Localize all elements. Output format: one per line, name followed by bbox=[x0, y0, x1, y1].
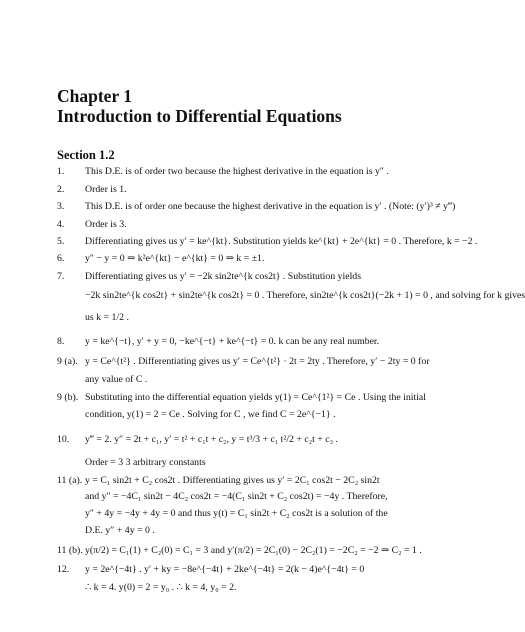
item-line: Order = 3 3 arbitrary constants bbox=[85, 457, 206, 468]
item-line: y = ke^{−t}, y′ + y = 0, −ke^{−t} + ke^{−t} = 0. k can be any real number. bbox=[85, 336, 380, 347]
item-number: 11 (b). bbox=[57, 545, 83, 556]
item-number: 3. bbox=[57, 201, 65, 212]
item-line: Differentiating gives us y′ = ke^{kt}. Substitution yields ke^{kt} + 2e^{kt} = 0 . Therefore, k = −2 . bbox=[85, 236, 478, 247]
item-line: y″ − y = 0 ⇒ k²e^{kt} − e^{kt} = 0 ⇒ k = ±1. bbox=[85, 253, 265, 264]
item-number: 10. bbox=[57, 434, 70, 445]
item-number: 11 (a). bbox=[57, 475, 83, 486]
item-line: ∴ k = 4. y(0) = 2 = y₀ . ∴ k = 4, y₀ = 2. bbox=[85, 582, 237, 593]
item-number: 9 (b). bbox=[57, 392, 79, 403]
item-line: D.E. y″ + 4y = 0 . bbox=[85, 525, 155, 536]
item-number: 6. bbox=[57, 253, 65, 264]
item-line: y″ + 4y = −4y + 4y = 0 and thus y(t) = C₁ sin2t + C₂ cos2t is a solution of the bbox=[85, 508, 388, 519]
chapter-title: Introduction to Differential Equations bbox=[57, 106, 342, 126]
item-number: 12. bbox=[57, 564, 70, 575]
section-heading: Section 1.2 bbox=[57, 148, 115, 162]
item-number: 1. bbox=[57, 166, 65, 177]
item-line: us k = 1/2 . bbox=[85, 312, 129, 323]
item-line: y‴ = 2. y″ = 2t + c₁, y′ = t² + c₁t + c₂, y = t³/3 + c₁ t²/2 + c₂t + c₃ . bbox=[85, 434, 338, 445]
item-line: condition, y(1) = 2 = Ce . Solving for C , we find C = 2e^{−1} . bbox=[85, 409, 336, 420]
item-line: −2k sin2te^{k cos2t} + sin2te^{k cos2t} = 0 . Therefore, sin2te^{k cos2t}(−2k + 1) = 0 , and solving for k gives bbox=[85, 290, 525, 301]
chapter-label: Chapter 1 bbox=[57, 86, 133, 106]
item-line: and y″ = −4C₁ sin2t − 4C₂ cos2t = −4(C₁ sin2t + C₂ cos2t) = −4y . Therefore, bbox=[85, 491, 388, 502]
item-line: Order is 1. bbox=[85, 184, 127, 195]
item-line: Differentiating gives us y′ = −2k sin2te^{k cos2t} . Substitution yields bbox=[85, 271, 362, 282]
item-number: 4. bbox=[57, 219, 65, 230]
item-line: y = 2e^{−4t} . y′ + ky = −8e^{−4t} + 2ke^{−4t} = 2(k − 4)e^{−4t} = 0 bbox=[85, 564, 365, 575]
item-number: 2. bbox=[57, 184, 65, 195]
item-line: y = C₁ sin2t + C₂ cos2t . Differentiating gives us y′ = 2C₁ cos2t − 2C₂ sin2t bbox=[85, 475, 380, 486]
item-line: y = Ce^{t²} . Differentiating gives us y′ = Ce^{t²} · 2t = 2ty . Therefore, y′ − 2ty = 0 for bbox=[85, 356, 430, 367]
item-number: 7. bbox=[57, 271, 65, 282]
item-line: y(π/2) = C₁(1) + C₂(0) = C₁ = 3 and y′(π/2) = 2C₁(0) − 2C₂(1) = −2C₂ = −2 ⇒ C₂ = 1 . bbox=[85, 545, 422, 556]
item-line: Order is 3. bbox=[85, 219, 127, 230]
item-number: 8. bbox=[57, 336, 65, 347]
item-line: Substituting into the differential equation yields y(1) = Ce^{1²} = Ce . Using the initial bbox=[85, 392, 426, 403]
item-number: 9 (a). bbox=[57, 356, 78, 367]
item-line: This D.E. is of order one because the highest derivative in the equation is y′ . (Note: (y′)³ ≠ y‴) bbox=[85, 201, 456, 212]
item-line: This D.E. is of order two because the highest derivative in the equation is y″ . bbox=[85, 166, 389, 177]
item-number: 5. bbox=[57, 236, 65, 247]
item-line: any value of C . bbox=[85, 374, 148, 385]
